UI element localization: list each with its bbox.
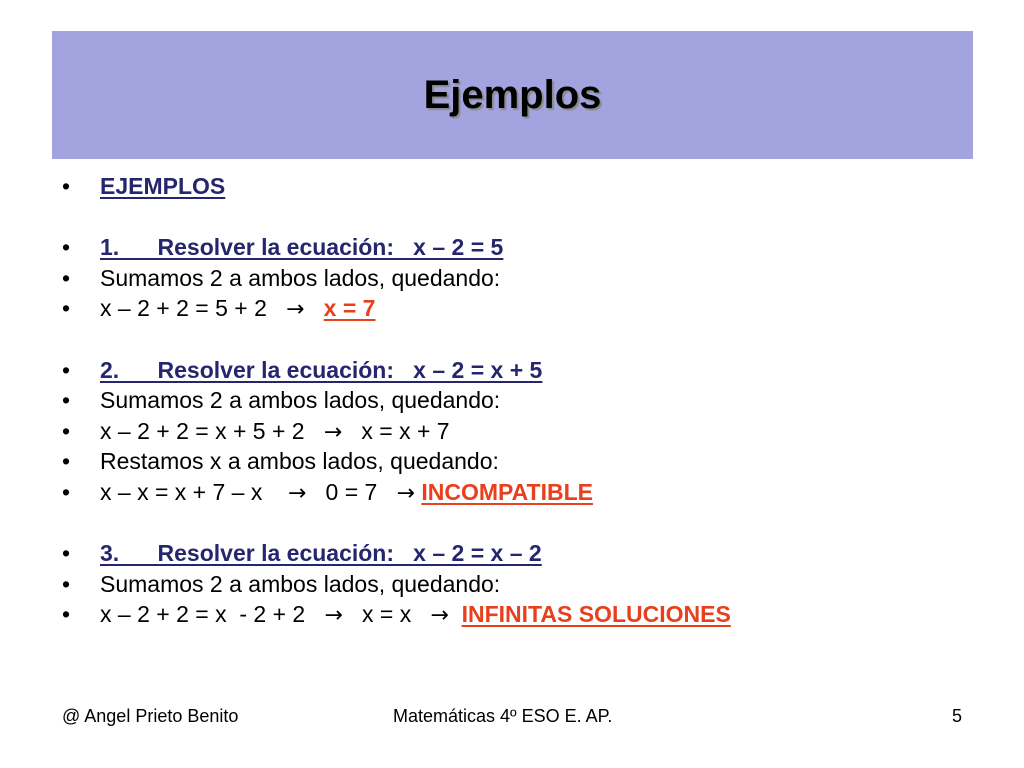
equation-text <box>449 601 462 627</box>
arrow-right-icon: → <box>396 480 415 506</box>
list-item-text <box>100 599 731 632</box>
bullet-marker: • <box>62 234 71 261</box>
example-heading: 3. Resolver la ecuación: x – 2 = x – 2 <box>100 540 542 567</box>
equation-text: x – 2 + 2 = x - 2 + 2 <box>100 601 325 628</box>
equation-text <box>304 295 323 321</box>
bullet-marker: • <box>62 387 71 414</box>
list-item <box>62 569 962 600</box>
list-item-text <box>100 171 225 202</box>
list-item <box>62 416 962 447</box>
bullet-marker: • <box>62 173 71 199</box>
list-item <box>62 355 962 386</box>
example-heading: 2. Resolver la ecuación: x – 2 = x + 5 <box>100 356 543 383</box>
bullet-marker: • <box>62 570 71 597</box>
bullet-marker: • <box>62 478 71 505</box>
bullet-marker: • <box>62 356 71 383</box>
example-heading: 1. Resolver la ecuación: x – 2 = 5 <box>100 234 504 261</box>
bullet-marker: • <box>62 448 71 475</box>
list-item <box>62 385 962 416</box>
equation-text: x – 2 + 2 = x + 5 + 2 <box>100 417 324 444</box>
bullet-marker: • <box>62 295 71 322</box>
list-item-text <box>100 569 500 600</box>
arrow-right-icon: → <box>286 297 305 323</box>
equation-text: x = x + 7 <box>342 417 450 444</box>
list-item <box>62 263 962 294</box>
arrow-right-icon: → <box>323 419 343 445</box>
result-text: INFINITAS SOLUCIONES <box>461 601 731 628</box>
list-item <box>62 477 962 508</box>
slide-title: Ejemplos <box>423 72 602 117</box>
arrow-right-icon: → <box>287 480 307 506</box>
list-item <box>62 232 962 263</box>
list-item-text <box>100 263 500 294</box>
list-item-text <box>100 293 375 326</box>
bullet-marker: • <box>62 540 71 567</box>
equation-text: x – 2 + 2 = 5 + 2 <box>100 295 287 322</box>
equation-text: 0 = 7 <box>306 478 397 505</box>
arrow-right-icon: → <box>430 603 449 629</box>
equation-text: x = x <box>342 601 431 628</box>
footer-page-number: 5 <box>952 706 963 726</box>
spacer <box>62 324 962 355</box>
list-item-text <box>100 538 542 569</box>
list-item-text <box>100 232 503 263</box>
list-item-text <box>100 477 593 510</box>
list-item <box>62 599 962 630</box>
list-item <box>62 538 962 569</box>
title-band <box>52 31 973 159</box>
equation-text: Restamos x a ambos lados, quedando: <box>100 448 499 475</box>
bullet-list <box>62 171 962 630</box>
equation-text: Sumamos 2 a ambos lados, quedando: <box>100 570 501 597</box>
list-item-text <box>100 355 542 386</box>
list-item-text <box>100 385 500 416</box>
result-text: INCOMPATIBLE <box>421 478 593 505</box>
bullet-marker: • <box>62 264 71 291</box>
arrow-right-icon: → <box>324 603 343 629</box>
example-heading: EJEMPLOS <box>100 173 226 199</box>
equation-text: Sumamos 2 a ambos lados, quedando: <box>100 264 501 291</box>
equation-text: Sumamos 2 a ambos lados, quedando: <box>100 387 501 414</box>
list-item-text <box>100 416 450 449</box>
list-item-text <box>100 446 499 477</box>
list-item <box>62 446 962 477</box>
list-item <box>62 171 962 202</box>
list-item <box>62 293 962 324</box>
footer-course: Matemáticas 4º ESO E. AP. <box>393 706 613 726</box>
equation-text: x – x = x + 7 – x <box>100 478 288 505</box>
bullet-marker: • <box>62 601 71 628</box>
result-text: x = 7 <box>323 295 376 322</box>
bullet-marker: • <box>62 417 71 444</box>
footer-author: @ Angel Prieto Benito <box>62 706 239 726</box>
spacer <box>62 202 962 233</box>
spacer <box>62 508 962 539</box>
